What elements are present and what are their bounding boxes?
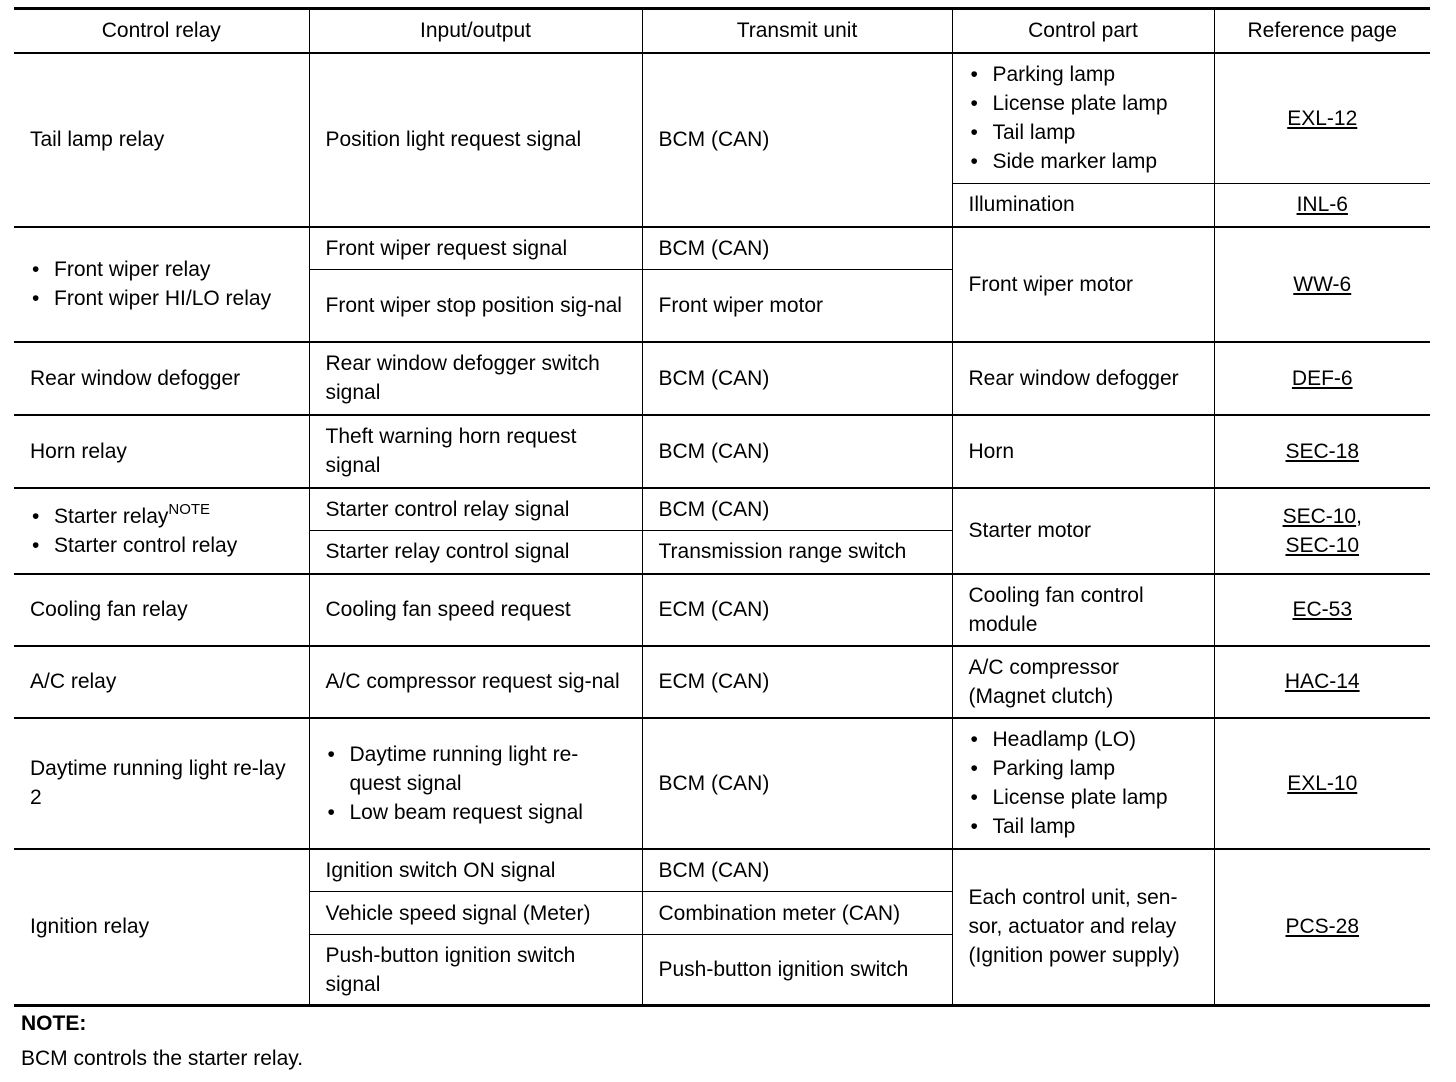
control-part-cell: A/C compressor (Magnet clutch) (952, 646, 1214, 718)
unit-cell: Push-button ignition switch (642, 935, 952, 1006)
control-part-list (969, 60, 1200, 176)
control-part-cell: Illumination (952, 184, 1214, 227)
reference-cell (1214, 488, 1430, 574)
input-cell: Push-button ignition switch signal (309, 935, 642, 1006)
unit-cell: BCM (CAN) (642, 415, 952, 488)
unit-cell: BCM (CAN) (642, 488, 952, 531)
reference-cell (1214, 718, 1430, 849)
reference-link[interactable]: DEF-6 (1291, 366, 1353, 390)
list-item: • Daytime running light re-quest signal (326, 740, 628, 798)
relay-cell: Daytime running light re-lay 2 (14, 718, 309, 849)
list-item: • Starter control relay (30, 531, 295, 560)
relay-list (30, 255, 295, 313)
header-control-relay: Control relay (14, 9, 309, 53)
relay-cell: Horn relay (14, 415, 309, 488)
input-cell: Vehicle speed signal (Meter) (309, 892, 642, 935)
reference-link[interactable]: SEC-10 (1285, 533, 1360, 557)
table-row (14, 227, 1430, 270)
relay-cell: Cooling fan relay (14, 574, 309, 646)
list-item: • Low beam request signal (326, 798, 628, 827)
list-item: • Tail lamp (969, 812, 1200, 841)
input-cell: Cooling fan speed request (309, 574, 642, 646)
reference-link[interactable]: INL-6 (1296, 193, 1348, 217)
note-title: NOTE: (21, 1012, 87, 1035)
unit-cell: Combination meter (CAN) (642, 892, 952, 935)
control-part-cell (952, 718, 1214, 849)
header-input-output: Input/output (309, 9, 642, 53)
reference-link[interactable]: EXL-12 (1287, 106, 1358, 130)
list-item: • Parking lamp (969, 60, 1200, 89)
unit-cell: BCM (CAN) (642, 718, 952, 849)
list-item: • License plate lamp (969, 89, 1200, 118)
note-superscript: NOTE (168, 500, 211, 518)
control-part-cell: Rear window defogger (952, 342, 1214, 415)
input-cell: Rear window defogger switch signal (309, 342, 642, 415)
reference-cell (1214, 415, 1430, 488)
control-part-cell (952, 53, 1214, 184)
relay-cell: A/C relay (14, 646, 309, 718)
control-part-cell: Front wiper motor (952, 227, 1214, 342)
reference-cell (1214, 53, 1430, 184)
reference-cell (1214, 227, 1430, 342)
reference-link[interactable]: EC-53 (1292, 598, 1353, 621)
input-list (326, 740, 628, 827)
control-part-cell: Each control unit, sen-sor, actuator and relay (Ignition power supply) (952, 849, 1214, 1006)
relay-cell (14, 227, 309, 342)
reference-link[interactable]: PCS-28 (1285, 915, 1360, 939)
list-item (30, 502, 295, 531)
header-control-part: Control part (952, 9, 1214, 53)
table-row (14, 415, 1430, 488)
relay-cell: Rear window defogger (14, 342, 309, 415)
unit-cell: BCM (CAN) (642, 53, 952, 227)
table-row (14, 488, 1430, 531)
unit-cell: BCM (CAN) (642, 227, 952, 270)
control-part-cell: Cooling fan control module (952, 574, 1214, 646)
reference-cell (1214, 342, 1430, 415)
unit-cell: ECM (CAN) (642, 646, 952, 718)
list-item: • Front wiper relay (30, 255, 295, 284)
list-item: • Front wiper HI/LO relay (30, 284, 295, 313)
reference-separator: , (1356, 504, 1362, 528)
unit-cell: ECM (CAN) (642, 574, 952, 646)
reference-cell (1214, 849, 1430, 1006)
note-text: BCM controls the starter relay. (21, 1047, 304, 1070)
input-cell: Starter relay control signal (309, 531, 642, 574)
control-part-list (969, 725, 1200, 841)
unit-cell: Transmission range switch (642, 531, 952, 574)
table-row (14, 53, 1430, 184)
reference-cell (1214, 574, 1430, 646)
unit-cell: Front wiper motor (642, 270, 952, 342)
relay-cell: Ignition relay (14, 849, 309, 1006)
input-cell: Front wiper request signal (309, 227, 642, 270)
reference-cell (1214, 646, 1430, 718)
reference-link[interactable]: WW-6 (1293, 272, 1352, 296)
input-cell: Position light request signal (309, 53, 642, 227)
header-reference-page: Reference page (1214, 9, 1430, 53)
reference-link[interactable]: SEC-10 (1282, 504, 1357, 528)
input-cell: Front wiper stop position sig-nal (309, 270, 642, 342)
reference-cell (1214, 184, 1430, 227)
table-row (14, 718, 1430, 849)
reference-link[interactable]: SEC-18 (1285, 439, 1360, 463)
table-row (14, 849, 1430, 892)
table-row (14, 574, 1430, 646)
starter-relay-label: Starter relay (54, 504, 169, 528)
table-row (14, 342, 1430, 415)
input-cell (309, 718, 642, 849)
list-item: • Headlamp (LO) (969, 725, 1200, 754)
input-cell: Starter control relay signal (309, 488, 642, 531)
input-cell: Theft warning horn request signal (309, 415, 642, 488)
relay-table (14, 7, 1430, 1007)
unit-cell: BCM (CAN) (642, 849, 952, 892)
relay-cell (14, 488, 309, 574)
list-item: • Parking lamp (969, 754, 1200, 783)
header-transmit-unit: Transmit unit (642, 9, 952, 53)
header-row (14, 9, 1430, 53)
input-cell: Ignition switch ON signal (309, 849, 642, 892)
relay-cell: Tail lamp relay (14, 53, 309, 227)
relay-list (30, 502, 295, 560)
reference-link[interactable]: EXL-10 (1287, 771, 1358, 795)
list-item: • License plate lamp (969, 783, 1200, 812)
unit-cell: BCM (CAN) (642, 342, 952, 415)
list-item: • Side marker lamp (969, 147, 1200, 176)
control-part-cell: Horn (952, 415, 1214, 488)
reference-link[interactable]: HAC-14 (1284, 670, 1360, 693)
list-item: • Tail lamp (969, 118, 1200, 147)
control-part-cell: Starter motor (952, 488, 1214, 574)
table-row (14, 646, 1430, 718)
input-cell: A/C compressor request sig-nal (309, 646, 642, 718)
